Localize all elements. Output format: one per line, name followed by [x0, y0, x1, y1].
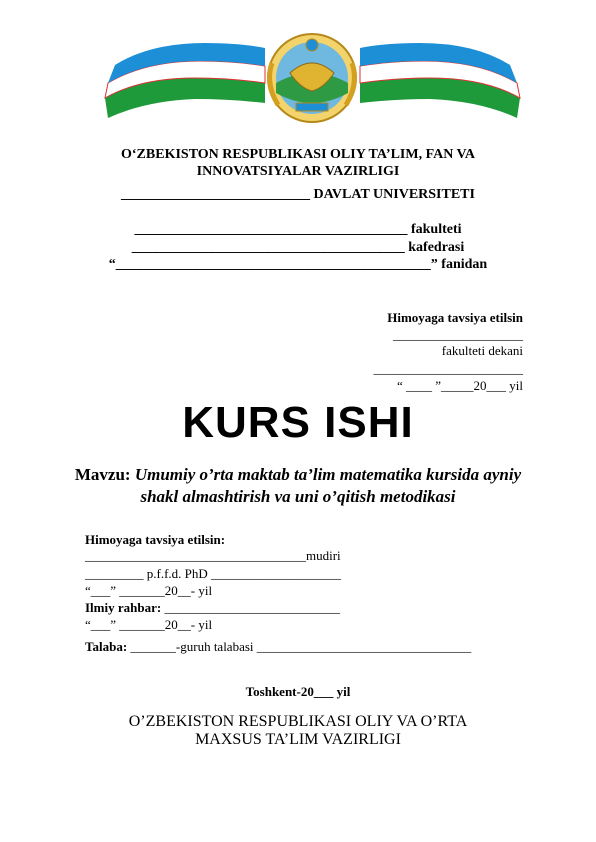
- coat-of-arms-emblem: [100, 33, 525, 123]
- ministry-line-2: INNOVATSIYALAR VAZIRLIGI: [196, 164, 400, 179]
- approval-title: Himoyaga tavsiya etilsin: [387, 310, 523, 325]
- right-flag-icon: [360, 43, 520, 118]
- faculty-line: _______________________________________ fakulteti: [134, 222, 462, 237]
- supervisor-line: [85, 600, 340, 616]
- approval-blank-1: ____________________: [393, 327, 523, 342]
- subject-line: “_____________________________________________” fanidan: [108, 257, 488, 272]
- date-line-1: “___” _______20__- yil: [85, 583, 213, 598]
- topic-block: [0, 464, 596, 485]
- main-title: KURS ISHI: [182, 398, 414, 447]
- student-rest: _______-guruh talabasi _________________________________: [130, 639, 472, 654]
- approval-date: “ ____ ”_____20___ yil: [396, 378, 523, 393]
- bottom-approval-title: Himoyaga tavsiya etilsin:: [85, 532, 226, 547]
- ministry-line-1: O‘ZBEKISTON RESPUBLIKASI OLIY TA’LIM, FAN VA: [121, 147, 475, 162]
- city-year: Toshkent-20___ yil: [245, 684, 351, 699]
- footer-ministry-line-1: O’ZBEKISTON RESPUBLIKASI OLIY VA O’RTA: [128, 713, 468, 730]
- footer-ministry-line-2: MAXSUS TA’LIM VAZIRLIGI: [195, 731, 401, 748]
- university-line: ___________________________ DAVLAT UNIVERSITETI: [121, 187, 475, 202]
- topic-line-2: shakl almashtirish va uni o’qitish metodikasi: [140, 487, 456, 506]
- dean-label: fakulteti dekani: [441, 343, 523, 358]
- student-label: Talaba:: [85, 639, 128, 654]
- state-emblem-icon: [268, 34, 356, 122]
- topic-line-1: Umumiy o’rta maktab ta’lim matematika kursida ayniy: [134, 465, 522, 484]
- student-line: [85, 639, 471, 655]
- department-line: _______________________________________ kafedrasi: [131, 240, 465, 255]
- approval-blank-2: _______________________: [373, 361, 523, 376]
- phd-line: _________ p.f.f.d. PhD ____________________: [85, 566, 342, 581]
- date-line-2: “___” _______20__- yil: [85, 617, 213, 632]
- topic-line-2-wrap: [0, 486, 596, 507]
- supervisor-label: Ilmiy rahbar:: [85, 600, 162, 615]
- head-of-department-line: __________________________________mudiri: [85, 548, 341, 563]
- supervisor-blank: ___________________________: [164, 600, 340, 615]
- topic-label: Mavzu:: [74, 465, 131, 484]
- left-flag-icon: [105, 43, 265, 118]
